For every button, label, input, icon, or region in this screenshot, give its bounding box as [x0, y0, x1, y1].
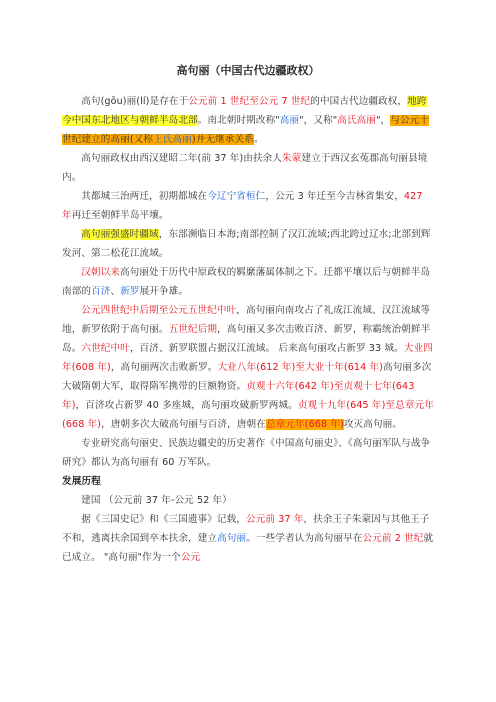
paragraph-origin	[62, 510, 434, 567]
text-run: 其都城三治两迁，初期都城在	[81, 191, 208, 202]
text-run: ，东部濒临日本海;南部控制了汉江流域;西北跨过辽水;北部到辉发河、第二松花江流域。	[62, 229, 431, 259]
highlight-orange-blue: 王氏高丽	[153, 134, 192, 145]
highlight-yellow: 高句丽强盛时疆域	[81, 229, 159, 240]
highlight-orange: 与公元十世纪建立的高丽(又称	[62, 115, 430, 145]
text-run: 。南北朝时期改称"	[197, 115, 280, 126]
highlight-red: 大业四年(608 年)	[62, 343, 433, 373]
highlight-red: 427 年	[62, 191, 423, 221]
highlight-red: 汉朝以来	[81, 267, 120, 278]
text-run: ，扶余王子朱蒙因与其他王子不和，逃离扶余国到卒本扶余，建立	[62, 514, 430, 544]
page-title: 高句丽（中国古代边疆政权）	[176, 64, 320, 77]
highlight-blue: 高句丽	[217, 533, 247, 544]
highlight-red: 大业八年(612 年)至大业十年(614 年)	[217, 362, 384, 373]
highlight-blue: 高丽	[279, 115, 300, 126]
text-run: 高句丽处于历代中原政权的羁縻藩属体制之下。迁都平壤以后与朝鲜半岛南部的	[62, 267, 431, 297]
highlight-red: 公元前 2 世纪	[362, 533, 424, 544]
text-run: 的中国古代边疆政权，	[310, 96, 408, 107]
text-run: "，	[376, 115, 391, 126]
text-run: ，百济、新罗联盟占据汉江流域。 后来高句丽攻占新罗 33 城。	[129, 343, 404, 354]
document-page	[62, 58, 434, 567]
text-run: ，高句丽向南攻占了礼成江流域、汉江流域等地，新罗依附于高句丽。	[62, 305, 431, 335]
text-run: 。一些学者认为高句丽早在	[246, 533, 363, 544]
highlight-red: 公元	[180, 552, 201, 563]
paragraph-territory	[62, 225, 434, 263]
text-run: 高句(gōu)丽(lí)是存在于	[81, 96, 189, 107]
paragraph-subheading: 建国 （公元前 37 年-公元 52 年）	[81, 495, 232, 506]
highlight-blue: 百济	[91, 286, 111, 297]
highlight-yellow: 地跨今中国东北地区与朝鲜半岛北部	[62, 96, 427, 126]
paragraph-intro	[62, 92, 434, 149]
text-run: 高句丽政权由西汉建昭二年(前 37 年)由扶余人	[81, 153, 283, 164]
text-run: 再迁至朝鲜半岛平壤。	[71, 210, 169, 221]
text-run: ，百济攻占新罗 40 多座城，高句丽攻破新罗两城。	[75, 400, 298, 411]
section-heading: 发展历程	[62, 476, 101, 487]
highlight-red: 六世纪中叶	[81, 343, 130, 354]
highlight-blue: 今辽宁省桓仁	[207, 191, 266, 202]
text-run: 、	[110, 286, 121, 297]
text-run: 就已成立。 "高句丽"作为一个	[62, 533, 434, 563]
text-run: ，高句丽两次击败新罗。	[110, 362, 218, 373]
highlight-red: 贞观十六年(642 年)至贞观十七年(643 年)	[62, 381, 415, 411]
paragraph-vassal	[62, 263, 434, 301]
highlight-red: 贞观十九年(645 年)至总章元年(668 年)	[62, 400, 434, 430]
paragraph-wars	[62, 301, 434, 434]
text-run: 高句丽多次大破隋朝大军，取得隋军携带的巨额物资。	[62, 362, 432, 392]
highlight-red: 公元前 1 世纪至公元 7 世纪	[188, 96, 311, 107]
highlight-orange-red: 总章元年(668 年)	[265, 419, 344, 430]
highlight-red: 公元四世纪中后期至公元五世纪中叶	[81, 305, 237, 316]
highlight-red: 高氏高丽	[337, 115, 377, 126]
text-run: ，高句丽又多次击败百济、新罗，称霸统治朝鲜半岛。	[62, 324, 431, 354]
text-run: "，又称"	[299, 115, 338, 126]
text-run: 建立于西汉玄菟郡高句丽县境内。	[62, 153, 428, 183]
text-run: ，唐朝多次大破高句丽与百济，唐朝在	[101, 419, 266, 430]
paragraph-founding	[62, 149, 434, 187]
highlight-orange: )并无继承关系	[191, 134, 254, 145]
highlight-blue: 新罗	[120, 286, 140, 297]
paragraph-capitals	[62, 187, 434, 225]
paragraph-army: 专业研究高句丽史、民族边疆史的历史著作《中国高句丽史》、《高句丽军队与战争研究》都认为高句丽有 60 万军队。	[62, 438, 431, 468]
text-run: 展开争雄。	[139, 286, 189, 297]
text-run: ，公元 3 年迁至今吉林省集安，	[265, 191, 404, 202]
highlight-red: 公元前 37 年	[245, 514, 304, 525]
text-run: 攻灭高句丽。	[343, 419, 403, 430]
text-run: 据《三国史记》和《三国遗事》记载，	[81, 514, 246, 525]
highlight-red: 朱蒙	[282, 153, 302, 164]
text-run: 。	[253, 134, 264, 145]
highlight-red: 五世纪后期	[168, 324, 218, 335]
